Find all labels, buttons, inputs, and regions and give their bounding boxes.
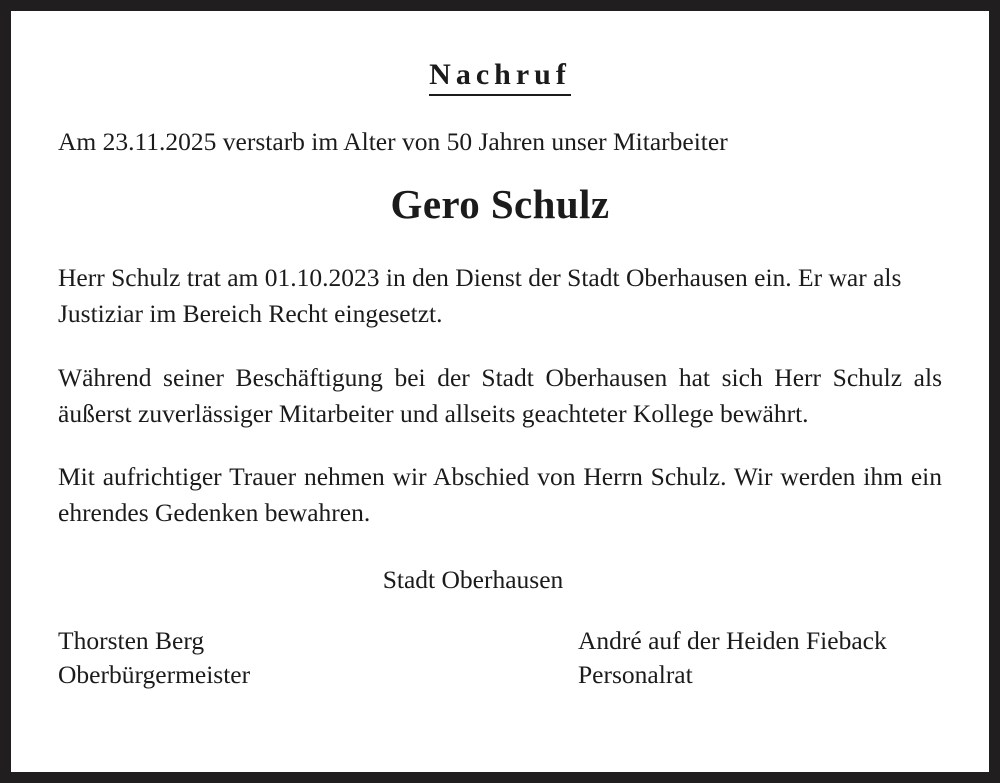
obituary-paragraph-2: Während seiner Beschäftigung bei der Stadt Oberhausen hat sich Herr Schulz als äußerst zuverlässiger Mitarbeiter und allseits geachteter Kollege bewährt. [58,362,942,428]
signatory-name: Thorsten Berg [58,626,205,656]
signatory-name: André auf der Heiden Fieback [578,626,887,656]
organization-name: Stadt Oberhausen [382,565,564,595]
signatory-role: Oberbürgermeister [58,659,251,689]
signatory-role: Personalrat [578,659,693,689]
deceased-name: Gero Schulz [390,181,610,228]
signatory-staff-council [578,624,958,691]
page-title [58,58,942,96]
page-title-text: Nachruf [429,58,571,96]
signatory-mayor [58,624,578,691]
obituary-paragraph-3: Mit aufrichtiger Trauer nehmen wir Abschied von Herrn Schulz. Wir werden ihm ein ehrendes Gedenken bewahren. [58,462,942,528]
obituary-paragraph-1: Herr Schulz trat am 01.10.2023 in den Dienst der Stadt Oberhausen ein. Er war als Justiziar im Bereich Recht eingesetzt. [58,263,902,329]
death-announcement-line: Am 23.11.2025 verstarb im Alter von 50 Jahren unser Mitarbeiter [58,127,728,156]
obituary-notice-body [11,11,989,772]
signature-block [58,624,942,691]
